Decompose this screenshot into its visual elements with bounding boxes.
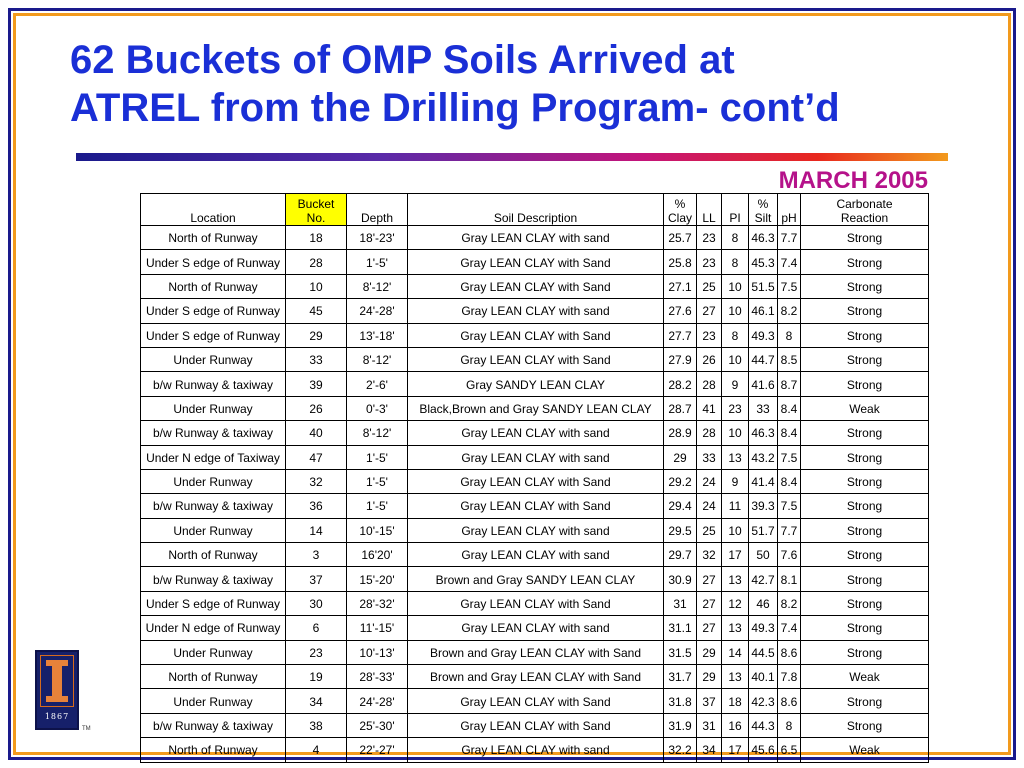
cell-pi: 12 [722,591,749,615]
cell-depth: 15'-20' [347,567,408,591]
university-logo [35,650,79,730]
cell-bucket-no: 32 [286,469,347,493]
cell-soil-description: Gray SANDY LEAN CLAY [408,372,664,396]
cell-location: b/w Runway & taxiway [141,421,286,445]
col-header-carbonate-line2: Reaction [840,211,889,225]
cell-pi: 8 [722,250,749,274]
cell-ll: 29 [697,665,722,689]
cell-bucket-no: 28 [286,250,347,274]
cell-location: Under Runway [141,689,286,713]
cell-soil-description: Brown and Gray LEAN CLAY with Sand [408,665,664,689]
cell-location: North of Runway [141,274,286,298]
cell-ll: 34 [697,738,722,762]
cell-clay: 31 [664,591,697,615]
cell-bucket-no: 37 [286,567,347,591]
cell-location: b/w Runway & taxiway [141,494,286,518]
cell-soil-description: Gray LEAN CLAY with sand [408,543,664,567]
table-row [141,347,929,371]
cell-bucket-no: 14 [286,518,347,542]
cell-silt: 39.3 [749,494,778,518]
cell-silt: 33 [749,396,778,420]
cell-carbonate-reaction: Strong [801,421,929,445]
cell-ll: 29 [697,640,722,664]
cell-bucket-no: 19 [286,665,347,689]
col-header-location: Location [141,194,286,226]
cell-silt: 46 [749,591,778,615]
table-row [141,250,929,274]
table-row [141,494,929,518]
cell-pi: 17 [722,738,749,762]
cell-depth: 25'-30' [347,713,408,737]
table-row [141,591,929,615]
cell-ph: 8 [778,713,801,737]
cell-soil-description: Brown and Gray SANDY LEAN CLAY [408,567,664,591]
cell-location: North of Runway [141,543,286,567]
cell-ph: 7.7 [778,226,801,250]
cell-ph: 8.2 [778,299,801,323]
col-header-carbonate-line1: Carbonate [836,197,893,211]
cell-bucket-no: 40 [286,421,347,445]
col-header-silt-line2: Silt [754,211,772,225]
cell-silt: 45.6 [749,738,778,762]
table-row [141,616,929,640]
cell-ll: 23 [697,226,722,250]
cell-clay: 28.7 [664,396,697,420]
table-header-row [141,194,929,226]
cell-depth: 1'-5' [347,250,408,274]
cell-bucket-no: 34 [286,689,347,713]
soil-samples-table [140,193,929,763]
cell-bucket-no: 39 [286,372,347,396]
cell-silt: 46.1 [749,299,778,323]
cell-ph: 7.5 [778,445,801,469]
cell-bucket-no: 10 [286,274,347,298]
cell-depth: 10'-13' [347,640,408,664]
cell-soil-description: Gray LEAN CLAY with Sand [408,274,664,298]
slide-date: MARCH 2005 [778,167,928,194]
cell-ll: 32 [697,543,722,567]
cell-soil-description: Gray LEAN CLAY with sand [408,616,664,640]
cell-clay: 31.8 [664,689,697,713]
table-row [141,372,929,396]
cell-pi: 10 [722,274,749,298]
cell-ll: 28 [697,421,722,445]
col-header-clay [664,194,697,226]
cell-soil-description: Brown and Gray LEAN CLAY with Sand [408,640,664,664]
cell-ph: 7.7 [778,518,801,542]
table-row [141,323,929,347]
cell-silt: 50 [749,543,778,567]
cell-location: Under Runway [141,640,286,664]
table-row [141,518,929,542]
cell-silt: 40.1 [749,665,778,689]
cell-bucket-no: 23 [286,640,347,664]
cell-ph: 8.4 [778,421,801,445]
cell-silt: 44.3 [749,713,778,737]
cell-ll: 24 [697,469,722,493]
cell-pi: 13 [722,567,749,591]
cell-carbonate-reaction: Strong [801,591,929,615]
col-header-ph: pH [778,194,801,226]
cell-depth: 24'-28' [347,689,408,713]
cell-ph: 7.4 [778,616,801,640]
cell-soil-description: Gray LEAN CLAY with sand [408,518,664,542]
cell-bucket-no: 4 [286,738,347,762]
cell-pi: 9 [722,469,749,493]
cell-depth: 28'-32' [347,591,408,615]
col-header-clay-line1: % [674,197,686,211]
cell-carbonate-reaction: Weak [801,738,929,762]
cell-bucket-no: 30 [286,591,347,615]
cell-soil-description: Gray LEAN CLAY with Sand [408,494,664,518]
cell-pi: 8 [722,323,749,347]
cell-depth: 8'-12' [347,347,408,371]
cell-carbonate-reaction: Strong [801,469,929,493]
cell-depth: 1'-5' [347,469,408,493]
cell-soil-description: Gray LEAN CLAY with Sand [408,323,664,347]
col-header-clay-line2: Clay [667,211,692,225]
cell-ph: 7.5 [778,274,801,298]
cell-depth: 24'-28' [347,299,408,323]
cell-soil-description: Black,Brown and Gray SANDY LEAN CLAY [408,396,664,420]
cell-pi: 10 [722,421,749,445]
cell-silt: 51.7 [749,518,778,542]
cell-soil-description: Gray LEAN CLAY with Sand [408,347,664,371]
cell-location: North of Runway [141,226,286,250]
cell-clay: 27.7 [664,323,697,347]
cell-clay: 29.5 [664,518,697,542]
cell-clay: 28.9 [664,421,697,445]
cell-soil-description: Gray LEAN CLAY with Sand [408,469,664,493]
cell-pi: 8 [722,226,749,250]
cell-soil-description: Gray LEAN CLAY with sand [408,738,664,762]
table-row [141,396,929,420]
cell-ll: 31 [697,713,722,737]
title-gradient-bar [76,153,948,161]
cell-depth: 1'-5' [347,494,408,518]
cell-carbonate-reaction: Strong [801,226,929,250]
cell-bucket-no: 26 [286,396,347,420]
cell-location: Under S edge of Runway [141,323,286,347]
col-header-soil-description: Soil Description [408,194,664,226]
slide-title-line1: 62 Buckets of OMP Soils Arrived at [70,38,735,82]
cell-soil-description: Gray LEAN CLAY with Sand [408,689,664,713]
cell-pi: 10 [722,518,749,542]
cell-pi: 13 [722,665,749,689]
cell-depth: 16'20' [347,543,408,567]
slide-title-line2: ATREL from the Drilling Program- cont’d [70,86,840,130]
cell-soil-description: Gray LEAN CLAY with Sand [408,250,664,274]
col-header-silt [749,194,778,226]
cell-carbonate-reaction: Strong [801,543,929,567]
cell-soil-description: Gray LEAN CLAY with Sand [408,713,664,737]
cell-carbonate-reaction: Strong [801,494,929,518]
cell-location: North of Runway [141,738,286,762]
table-row [141,640,929,664]
cell-ll: 27 [697,299,722,323]
cell-silt: 46.3 [749,421,778,445]
cell-carbonate-reaction: Strong [801,347,929,371]
col-header-bucket-no [286,194,347,226]
cell-carbonate-reaction: Strong [801,372,929,396]
cell-carbonate-reaction: Strong [801,640,929,664]
cell-bucket-no: 33 [286,347,347,371]
cell-ll: 27 [697,616,722,640]
cell-depth: 11'-15' [347,616,408,640]
logo-year: 1867 [44,712,70,721]
table-row [141,567,929,591]
cell-pi: 18 [722,689,749,713]
table-row [141,738,929,762]
cell-ll: 24 [697,494,722,518]
cell-silt: 45.3 [749,250,778,274]
cell-bucket-no: 3 [286,543,347,567]
cell-ph: 8.7 [778,372,801,396]
cell-ll: 25 [697,518,722,542]
cell-silt: 42.7 [749,567,778,591]
table-row [141,299,929,323]
cell-location: Under S edge of Runway [141,591,286,615]
cell-ll: 37 [697,689,722,713]
cell-pi: 10 [722,299,749,323]
cell-bucket-no: 6 [286,616,347,640]
col-header-bucket-line2: No. [306,211,326,225]
table-row [141,689,929,713]
cell-depth: 22'-27' [347,738,408,762]
col-header-ll: LL [697,194,722,226]
cell-clay: 31.9 [664,713,697,737]
cell-silt: 44.5 [749,640,778,664]
cell-clay: 27.6 [664,299,697,323]
cell-pi: 16 [722,713,749,737]
cell-location: Under N edge of Runway [141,616,286,640]
cell-soil-description: Gray LEAN CLAY with sand [408,299,664,323]
cell-ph: 8.1 [778,567,801,591]
cell-clay: 31.1 [664,616,697,640]
cell-silt: 46.3 [749,226,778,250]
cell-clay: 29.7 [664,543,697,567]
cell-ll: 27 [697,567,722,591]
cell-carbonate-reaction: Weak [801,665,929,689]
cell-ph: 7.8 [778,665,801,689]
cell-ll: 27 [697,591,722,615]
cell-carbonate-reaction: Strong [801,567,929,591]
cell-location: Under Runway [141,469,286,493]
cell-clay: 27.1 [664,274,697,298]
cell-depth: 1'-5' [347,445,408,469]
table-row [141,469,929,493]
cell-clay: 31.7 [664,665,697,689]
slide-title [70,36,970,132]
cell-soil-description: Gray LEAN CLAY with Sand [408,591,664,615]
cell-carbonate-reaction: Strong [801,323,929,347]
cell-pi: 9 [722,372,749,396]
cell-carbonate-reaction: Strong [801,250,929,274]
table-body [141,226,929,763]
cell-ll: 23 [697,323,722,347]
cell-silt: 49.3 [749,323,778,347]
cell-ph: 8.5 [778,347,801,371]
cell-ph: 8 [778,323,801,347]
cell-silt: 43.2 [749,445,778,469]
cell-location: b/w Runway & taxiway [141,372,286,396]
cell-depth: 18'-23' [347,226,408,250]
cell-carbonate-reaction: Strong [801,445,929,469]
cell-ll: 23 [697,250,722,274]
cell-ll: 33 [697,445,722,469]
table-row [141,274,929,298]
cell-pi: 17 [722,543,749,567]
cell-carbonate-reaction: Strong [801,713,929,737]
cell-ll: 28 [697,372,722,396]
cell-pi: 23 [722,396,749,420]
cell-ph: 6.5 [778,738,801,762]
cell-clay: 29.2 [664,469,697,493]
cell-carbonate-reaction: Strong [801,274,929,298]
cell-silt: 51.5 [749,274,778,298]
cell-pi: 13 [722,445,749,469]
cell-ph: 8.6 [778,689,801,713]
cell-clay: 30.9 [664,567,697,591]
cell-clay: 25.8 [664,250,697,274]
cell-carbonate-reaction: Strong [801,518,929,542]
cell-clay: 28.2 [664,372,697,396]
table-row [141,421,929,445]
table-row [141,226,929,250]
col-header-silt-line1: % [757,197,769,211]
cell-bucket-no: 38 [286,713,347,737]
cell-soil-description: Gray LEAN CLAY with sand [408,445,664,469]
cell-depth: 10'-15' [347,518,408,542]
cell-bucket-no: 36 [286,494,347,518]
table-row [141,665,929,689]
cell-ph: 7.4 [778,250,801,274]
col-header-carbonate-reaction [801,194,929,226]
cell-location: North of Runway [141,665,286,689]
cell-ph: 7.6 [778,543,801,567]
cell-soil-description: Gray LEAN CLAY with sand [408,226,664,250]
cell-location: Under S edge of Runway [141,250,286,274]
cell-pi: 10 [722,347,749,371]
cell-depth: 28'-33' [347,665,408,689]
cell-depth: 8'-12' [347,274,408,298]
cell-soil-description: Gray LEAN CLAY with sand [408,421,664,445]
cell-location: Under Runway [141,518,286,542]
cell-depth: 0'-3' [347,396,408,420]
cell-ll: 25 [697,274,722,298]
col-header-depth: Depth [347,194,408,226]
cell-ll: 26 [697,347,722,371]
trademark-mark: TM [82,726,91,732]
cell-silt: 44.7 [749,347,778,371]
col-header-pi: PI [722,194,749,226]
col-header-bucket-line1: Bucket [297,197,335,211]
cell-ph: 7.5 [778,494,801,518]
cell-ph: 8.4 [778,396,801,420]
cell-pi: 14 [722,640,749,664]
cell-clay: 27.9 [664,347,697,371]
cell-depth: 13'-18' [347,323,408,347]
cell-clay: 29 [664,445,697,469]
cell-ph: 8.4 [778,469,801,493]
table-row [141,713,929,737]
cell-clay: 25.7 [664,226,697,250]
cell-clay: 31.5 [664,640,697,664]
cell-bucket-no: 18 [286,226,347,250]
cell-carbonate-reaction: Strong [801,689,929,713]
cell-silt: 41.6 [749,372,778,396]
cell-bucket-no: 47 [286,445,347,469]
table-row [141,445,929,469]
cell-location: Under Runway [141,396,286,420]
cell-carbonate-reaction: Strong [801,299,929,323]
cell-bucket-no: 29 [286,323,347,347]
table-row [141,543,929,567]
cell-location: Under Runway [141,347,286,371]
cell-carbonate-reaction: Weak [801,396,929,420]
cell-carbonate-reaction: Strong [801,616,929,640]
cell-pi: 11 [722,494,749,518]
cell-silt: 41.4 [749,469,778,493]
cell-depth: 8'-12' [347,421,408,445]
cell-ph: 8.6 [778,640,801,664]
cell-clay: 29.4 [664,494,697,518]
cell-ph: 8.2 [778,591,801,615]
cell-pi: 13 [722,616,749,640]
cell-location: Under N edge of Taxiway [141,445,286,469]
cell-silt: 42.3 [749,689,778,713]
cell-silt: 49.3 [749,616,778,640]
cell-ll: 41 [697,396,722,420]
cell-location: Under S edge of Runway [141,299,286,323]
cell-location: b/w Runway & taxiway [141,713,286,737]
cell-bucket-no: 45 [286,299,347,323]
cell-location: b/w Runway & taxiway [141,567,286,591]
cell-depth: 2'-6' [347,372,408,396]
cell-clay: 32.2 [664,738,697,762]
